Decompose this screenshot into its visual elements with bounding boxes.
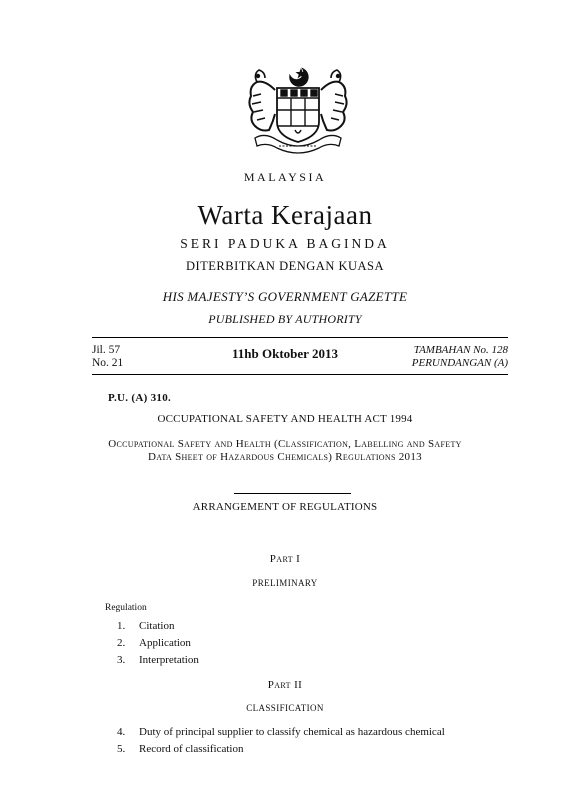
item-number: 5. <box>117 743 126 755</box>
country-name: MALAYSIA <box>243 170 327 184</box>
supplement-type: PERUNDANGAN (A) <box>411 357 508 369</box>
issue-date: 11hb Oktober 2013 <box>232 346 338 361</box>
malay-subtitle: SERI PADUKA BAGINDA <box>180 236 390 251</box>
list-item <box>117 743 243 755</box>
issue-number-label: No. 21 <box>92 357 124 369</box>
part-2-label: Part II <box>267 679 303 691</box>
header-top-rule <box>92 337 508 338</box>
item-text: Record of classification <box>139 743 244 755</box>
english-published-by: PUBLISHED BY AUTHORITY <box>208 312 362 326</box>
supplement-number: TAMBAHAN No. 128 <box>413 344 508 356</box>
regulation-title-line-1: Occupational Safety and Health (Classification, Labelling and Safety <box>108 438 462 450</box>
item-number: 2. <box>117 637 126 649</box>
arrangement-heading: ARRANGEMENT OF REGULATIONS <box>192 501 378 513</box>
part-2-name: CLASSIFICATION <box>246 703 324 713</box>
list-item <box>117 726 445 738</box>
item-text: Duty of principal supplier to classify chemical as hazardous chemical <box>139 726 445 738</box>
pu-number: P.U. (A) 310. <box>108 392 172 404</box>
part-1-name: PRELIMINARY <box>252 578 318 588</box>
list-item <box>117 620 174 632</box>
section-divider <box>234 493 351 494</box>
malay-published-by: DITERBITKAN DENGAN KUASA <box>185 259 385 273</box>
regulation-title-line-2: Data Sheet of Hazardous Chemicals) Regulations 2013 <box>148 451 422 463</box>
list-item <box>117 637 191 649</box>
item-text: Citation <box>139 620 175 632</box>
regulation-column-label: Regulation <box>105 603 147 613</box>
part-1-label: Part I <box>269 553 301 565</box>
list-item <box>117 654 199 666</box>
act-title: OCCUPATIONAL SAFETY AND HEALTH ACT 1994 <box>157 413 413 425</box>
item-text: Interpretation <box>139 654 199 666</box>
english-subtitle: HIS MAJESTY’S GOVERNMENT GAZETTE <box>162 289 408 304</box>
item-number: 3. <box>117 654 126 666</box>
item-text: Application <box>139 637 191 649</box>
supplement-info <box>412 344 508 370</box>
item-number: 4. <box>117 726 126 738</box>
item-number: 1. <box>117 620 126 632</box>
volume-label: Jil. 57 <box>92 344 121 356</box>
regulation-title <box>0 438 570 464</box>
malaysia-coat-of-arms-icon <box>235 60 361 158</box>
gazette-title: Warta Kerajaan <box>197 200 373 230</box>
header-bottom-rule <box>92 374 508 375</box>
